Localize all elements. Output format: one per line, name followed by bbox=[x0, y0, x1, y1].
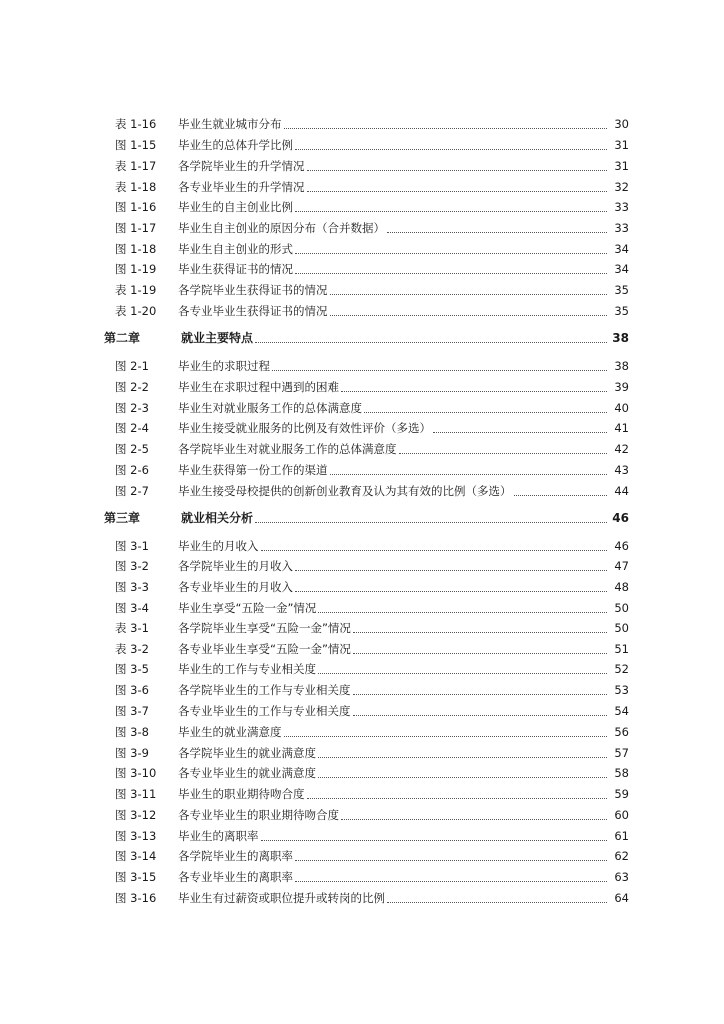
toc-entry[interactable] bbox=[0, 356, 724, 376]
toc-title: 各专业毕业生的离职率 bbox=[178, 870, 293, 884]
toc-title-wrap bbox=[178, 177, 629, 197]
toc-title: 毕业生的月收入 bbox=[178, 539, 259, 553]
dot-leader bbox=[330, 315, 630, 316]
toc-page-number: 42 bbox=[607, 439, 629, 459]
toc-title-wrap bbox=[178, 784, 629, 804]
toc-entry[interactable] bbox=[0, 135, 724, 155]
dot-leader bbox=[318, 612, 629, 613]
toc-label: 图 3-1 bbox=[115, 539, 149, 553]
toc-label: 图 3-2 bbox=[115, 559, 149, 573]
toc-title: 各专业毕业生的工作与专业相关度 bbox=[178, 704, 351, 718]
toc-page-number: 62 bbox=[607, 846, 629, 866]
toc-entry[interactable] bbox=[0, 639, 724, 659]
toc-title-wrap bbox=[178, 805, 629, 825]
dot-leader bbox=[272, 370, 629, 371]
toc-page-number: 64 bbox=[607, 888, 629, 908]
toc-entry[interactable] bbox=[0, 722, 724, 742]
dot-leader bbox=[295, 273, 629, 274]
toc-page-number: 35 bbox=[607, 301, 629, 321]
toc-page-number: 32 bbox=[607, 177, 629, 197]
dot-leader bbox=[364, 412, 629, 413]
dot-leader bbox=[318, 673, 629, 674]
toc-page-number: 33 bbox=[607, 218, 629, 238]
dot-leader bbox=[295, 570, 629, 571]
toc-title-wrap bbox=[178, 536, 629, 556]
toc-page-number: 52 bbox=[607, 659, 629, 679]
toc-title: 毕业生的自主创业比例 bbox=[178, 200, 293, 214]
dot-leader bbox=[341, 819, 629, 820]
toc-title-wrap bbox=[178, 280, 629, 300]
toc-entry[interactable] bbox=[0, 701, 724, 721]
toc-page-number: 38 bbox=[607, 356, 629, 376]
toc-page-number: 31 bbox=[607, 135, 629, 155]
toc-title-wrap bbox=[178, 846, 629, 866]
toc-entry[interactable] bbox=[0, 197, 724, 217]
dot-leader bbox=[295, 881, 629, 882]
toc-title-wrap bbox=[178, 239, 629, 259]
toc-label: 图 3-16 bbox=[115, 891, 157, 905]
toc-title: 毕业生的职业期待吻合度 bbox=[178, 787, 305, 801]
toc-title-wrap bbox=[178, 618, 629, 638]
toc-label: 图 3-3 bbox=[115, 580, 149, 594]
toc-label: 图 3-4 bbox=[115, 601, 149, 615]
toc-entry[interactable] bbox=[0, 598, 724, 618]
toc-title-wrap bbox=[178, 114, 629, 134]
toc-label: 图 3-12 bbox=[115, 808, 157, 822]
toc-entry[interactable] bbox=[0, 218, 724, 238]
toc-entry[interactable] bbox=[0, 867, 724, 887]
dot-leader bbox=[353, 694, 630, 695]
toc-entry[interactable] bbox=[0, 481, 724, 501]
toc-entry[interactable] bbox=[0, 846, 724, 866]
toc-title: 各专业毕业生的升学情况 bbox=[178, 180, 305, 194]
toc-title: 毕业生的就业满意度 bbox=[178, 725, 282, 739]
toc-page-number: 46 bbox=[607, 536, 629, 556]
toc-entry[interactable] bbox=[0, 301, 724, 321]
toc-entry[interactable] bbox=[0, 259, 724, 279]
toc-title-wrap bbox=[178, 556, 629, 576]
toc-entry[interactable] bbox=[0, 556, 724, 576]
toc-label: 图 3-5 bbox=[115, 662, 149, 676]
toc-title: 各学院毕业生的月收入 bbox=[178, 559, 293, 573]
toc-label: 图 3-8 bbox=[115, 725, 149, 739]
toc-page-number: 56 bbox=[607, 722, 629, 742]
toc-page-number: 38 bbox=[607, 328, 629, 348]
toc-entry[interactable] bbox=[0, 743, 724, 763]
toc-label: 图 2-2 bbox=[115, 380, 149, 394]
toc-entry[interactable] bbox=[0, 826, 724, 846]
toc-page-number: 63 bbox=[607, 867, 629, 887]
toc-page-number: 47 bbox=[607, 556, 629, 576]
toc-page-number: 53 bbox=[607, 680, 629, 700]
toc-title: 毕业生自主创业的原因分布（合并数据） bbox=[178, 221, 385, 235]
toc-entry[interactable] bbox=[0, 888, 724, 908]
dot-leader bbox=[255, 342, 629, 343]
dot-leader bbox=[284, 128, 630, 129]
toc-title-wrap bbox=[178, 218, 629, 238]
toc-page-number: 40 bbox=[607, 398, 629, 418]
toc-entry[interactable] bbox=[0, 460, 724, 480]
toc-label: 图 3-14 bbox=[115, 849, 157, 863]
dot-leader bbox=[255, 522, 629, 523]
toc-label: 表 3-2 bbox=[115, 642, 149, 656]
toc-page-number: 58 bbox=[607, 763, 629, 783]
dot-leader bbox=[295, 860, 629, 861]
toc-title-wrap bbox=[178, 439, 629, 459]
toc-label: 图 3-6 bbox=[115, 683, 149, 697]
toc-entry[interactable] bbox=[0, 239, 724, 259]
toc-page-number: 60 bbox=[607, 805, 629, 825]
toc-title: 毕业生对就业服务工作的总体满意度 bbox=[178, 401, 362, 415]
toc-entry[interactable] bbox=[0, 114, 724, 134]
toc-title: 毕业生自主创业的形式 bbox=[178, 242, 293, 256]
toc-title-wrap bbox=[178, 639, 629, 659]
toc-label: 图 2-3 bbox=[115, 401, 149, 415]
toc-entry[interactable] bbox=[0, 177, 724, 197]
toc-page-number: 61 bbox=[607, 826, 629, 846]
toc-page-number: 41 bbox=[607, 418, 629, 438]
toc-entry[interactable] bbox=[0, 418, 724, 438]
toc-label: 表 1-19 bbox=[115, 283, 157, 297]
toc-chapter[interactable] bbox=[0, 328, 724, 348]
toc-entry[interactable] bbox=[0, 577, 724, 597]
toc-title-wrap bbox=[178, 460, 629, 480]
dot-leader bbox=[295, 149, 629, 150]
toc-title-wrap bbox=[178, 826, 629, 846]
toc-title: 毕业生接受就业服务的比例及有效性评价（多选） bbox=[178, 421, 431, 435]
dot-leader bbox=[307, 170, 630, 171]
toc-title-wrap bbox=[178, 377, 629, 397]
toc-title: 毕业生在求职过程中遇到的困难 bbox=[178, 380, 339, 394]
toc-label: 图 3-9 bbox=[115, 746, 149, 760]
toc-page-number: 50 bbox=[607, 598, 629, 618]
toc-title-wrap bbox=[181, 328, 629, 348]
toc-label: 表 1-18 bbox=[115, 180, 157, 194]
toc-entry[interactable] bbox=[0, 784, 724, 804]
toc-title-wrap bbox=[178, 598, 629, 618]
toc-title-wrap bbox=[178, 680, 629, 700]
toc-title: 就业相关分析 bbox=[181, 511, 254, 525]
dot-leader bbox=[318, 777, 629, 778]
toc-entry[interactable] bbox=[0, 398, 724, 418]
toc-label: 图 3-13 bbox=[115, 829, 157, 843]
toc-title-wrap bbox=[178, 301, 629, 321]
toc-title-wrap bbox=[178, 701, 629, 721]
toc-title: 各专业毕业生的月收入 bbox=[178, 580, 293, 594]
toc-entry[interactable] bbox=[0, 280, 724, 300]
toc-page-number: 31 bbox=[607, 156, 629, 176]
toc-title: 各学院毕业生的离职率 bbox=[178, 849, 293, 863]
toc-label: 图 2-6 bbox=[115, 463, 149, 477]
toc-label: 图 1-17 bbox=[115, 221, 157, 235]
toc-title: 各学院毕业生获得证书的情况 bbox=[178, 283, 328, 297]
toc-title-wrap bbox=[178, 659, 629, 679]
toc-page-number: 46 bbox=[607, 508, 629, 528]
dot-leader bbox=[284, 736, 630, 737]
toc-title: 毕业生接受母校提供的创新创业教育及认为其有效的比例（多选） bbox=[178, 484, 512, 498]
toc-page-number: 50 bbox=[607, 618, 629, 638]
toc-page-number: 54 bbox=[607, 701, 629, 721]
toc-page-number: 34 bbox=[607, 239, 629, 259]
dot-leader bbox=[353, 715, 630, 716]
toc-entry[interactable] bbox=[0, 680, 724, 700]
toc-title: 毕业生的工作与专业相关度 bbox=[178, 662, 316, 676]
toc-title: 毕业生的求职过程 bbox=[178, 359, 270, 373]
dot-leader bbox=[295, 591, 629, 592]
toc-label: 表 3-1 bbox=[115, 621, 149, 635]
toc-title: 毕业生的总体升学比例 bbox=[178, 138, 293, 152]
toc-title-wrap bbox=[178, 722, 629, 742]
toc-title-wrap bbox=[178, 135, 629, 155]
toc-label: 图 1-16 bbox=[115, 200, 157, 214]
toc-page-number: 57 bbox=[607, 743, 629, 763]
toc-label: 图 2-1 bbox=[115, 359, 149, 373]
toc-title: 毕业生获得证书的情况 bbox=[178, 262, 293, 276]
dot-leader bbox=[295, 253, 629, 254]
toc-label: 图 3-7 bbox=[115, 704, 149, 718]
toc-entry[interactable] bbox=[0, 377, 724, 397]
toc-page-number: 35 bbox=[607, 280, 629, 300]
toc-label: 图 2-5 bbox=[115, 442, 149, 456]
toc-title: 毕业生有过薪资或职位提升或转岗的比例 bbox=[178, 891, 385, 905]
dot-leader bbox=[261, 550, 630, 551]
toc-title-wrap bbox=[178, 197, 629, 217]
dot-leader bbox=[341, 391, 629, 392]
toc-label: 图 2-7 bbox=[115, 484, 149, 498]
toc-title-wrap bbox=[178, 418, 629, 438]
toc-entry[interactable] bbox=[0, 618, 724, 638]
toc-page-number: 59 bbox=[607, 784, 629, 804]
toc-label: 表 1-20 bbox=[115, 304, 157, 318]
dot-leader bbox=[318, 757, 629, 758]
toc-title: 毕业生就业城市分布 bbox=[178, 117, 282, 131]
toc-title: 毕业生的离职率 bbox=[178, 829, 259, 843]
dot-leader bbox=[433, 432, 629, 433]
toc-title: 各专业毕业生的职业期待吻合度 bbox=[178, 808, 339, 822]
dot-leader bbox=[353, 632, 629, 633]
toc-title: 毕业生享受“五险一金”情况 bbox=[178, 601, 317, 615]
toc-title-wrap bbox=[178, 763, 629, 783]
toc-title-wrap bbox=[178, 398, 629, 418]
toc-label: 图 3-11 bbox=[115, 787, 157, 801]
toc-title-wrap bbox=[178, 577, 629, 597]
toc-page-number: 43 bbox=[607, 460, 629, 480]
toc-title: 各学院毕业生的升学情况 bbox=[178, 159, 305, 173]
toc-title: 各学院毕业生的就业满意度 bbox=[178, 746, 316, 760]
toc-title-wrap bbox=[178, 356, 629, 376]
toc-label: 图 3-10 bbox=[115, 766, 157, 780]
toc-entry[interactable] bbox=[0, 156, 724, 176]
dot-leader bbox=[307, 798, 630, 799]
toc-label: 图 1-18 bbox=[115, 242, 157, 256]
toc-page-number: 39 bbox=[607, 377, 629, 397]
toc-label: 表 1-17 bbox=[115, 159, 157, 173]
toc-entry[interactable] bbox=[0, 536, 724, 556]
toc-page-number: 34 bbox=[607, 259, 629, 279]
toc-title: 各学院毕业生的工作与专业相关度 bbox=[178, 683, 351, 697]
toc-entry[interactable] bbox=[0, 439, 724, 459]
toc-label: 图 1-19 bbox=[115, 262, 157, 276]
dot-leader bbox=[330, 474, 630, 475]
toc-title-wrap bbox=[178, 481, 629, 501]
dot-leader bbox=[330, 294, 630, 295]
toc-page-number: 30 bbox=[607, 114, 629, 134]
toc-title: 各专业毕业生获得证书的情况 bbox=[178, 304, 328, 318]
toc-label: 表 1-16 bbox=[115, 117, 157, 131]
toc-title-wrap bbox=[178, 888, 629, 908]
toc-title-wrap bbox=[178, 156, 629, 176]
toc-title-wrap bbox=[178, 867, 629, 887]
toc-title: 各学院毕业生对就业服务工作的总体满意度 bbox=[178, 442, 397, 456]
dot-leader bbox=[399, 453, 630, 454]
toc-title: 各专业毕业生享受“五险一金”情况 bbox=[178, 642, 351, 656]
toc-title: 就业主要特点 bbox=[181, 331, 254, 345]
toc-entry[interactable] bbox=[0, 763, 724, 783]
toc-entry[interactable] bbox=[0, 805, 724, 825]
toc-label: 图 3-15 bbox=[115, 870, 157, 884]
toc-title: 各专业毕业生的就业满意度 bbox=[178, 766, 316, 780]
toc-page-number: 44 bbox=[607, 481, 629, 501]
toc-title-wrap bbox=[178, 743, 629, 763]
toc-entry[interactable] bbox=[0, 659, 724, 679]
toc-title: 毕业生获得第一份工作的渠道 bbox=[178, 463, 328, 477]
toc-title-wrap bbox=[178, 259, 629, 279]
toc-label: 第三章 bbox=[104, 511, 141, 525]
toc-title-wrap bbox=[181, 508, 629, 528]
toc-label: 图 1-15 bbox=[115, 138, 157, 152]
toc-title: 各学院毕业生享受“五险一金”情况 bbox=[178, 621, 351, 635]
toc-page-number: 48 bbox=[607, 577, 629, 597]
dot-leader bbox=[307, 191, 630, 192]
toc-label: 第二章 bbox=[104, 331, 141, 345]
toc-label: 图 2-4 bbox=[115, 421, 149, 435]
dot-leader bbox=[295, 211, 629, 212]
dot-leader bbox=[261, 840, 630, 841]
toc-page-number: 33 bbox=[607, 197, 629, 217]
dot-leader bbox=[353, 653, 629, 654]
dot-leader bbox=[387, 232, 629, 233]
toc-chapter[interactable] bbox=[0, 508, 724, 528]
toc-page-number: 51 bbox=[607, 639, 629, 659]
dot-leader bbox=[387, 902, 629, 903]
